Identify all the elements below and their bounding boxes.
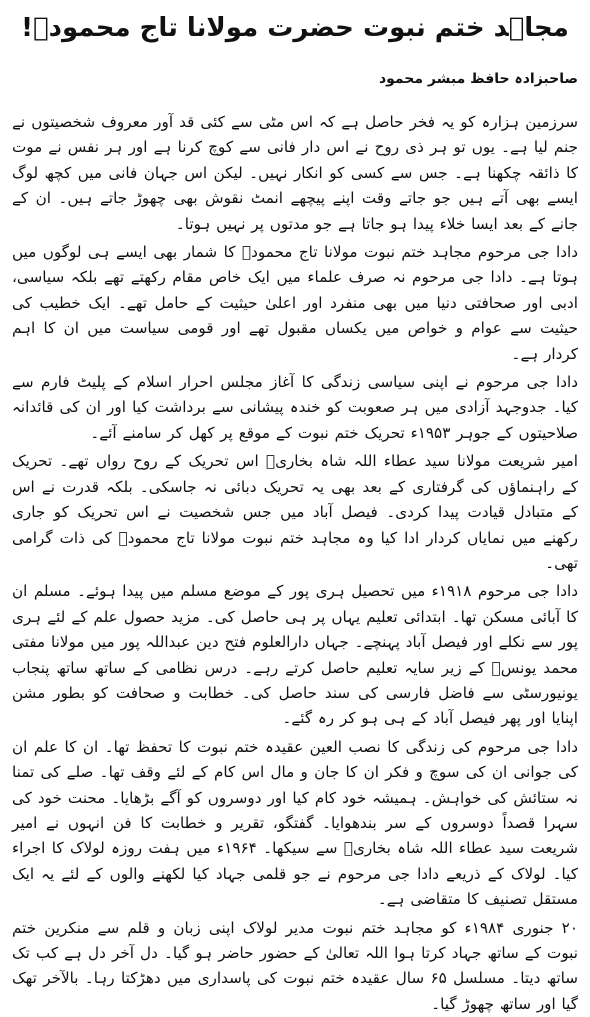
paragraph-2: دادا جی مرحوم مجاہد ختم نبوت مولانا تاج محمودؒ کا شمار بھی ایسے ہی لوگوں میں ہوتا ہے۔ دادا جی مرحوم نہ صرف علماء میں ایک خاص مقام رکھتے تھے بلکہ سیاسی، ادبی اور صحافتی دنیا میں بھی منفرد اور اعلیٰ حیثیت کے حامل تھے۔ ایک خطیب کی حیثیت سے عوام و خواص میں یکساں مقبول تھے اور قومی سیاست میں ان کا اہم کردار ہے۔ xyxy=(12,243,578,363)
paragraph-3: دادا جی مرحوم نے اپنی سیاسی زندگی کا آغاز مجلس احرار اسلام کے پلیٹ فارم سے کیا۔ جدوجہد آزادی میں ہر صعوبت کو خندہ پیشانی سے برداشت کیا اور ان کی قائدانہ صلاحیتوں کے جوہر ۱۹۵۳ء تحریک ختم نبوت کے موقع پر کھل کر سامنے آئے۔ xyxy=(12,373,578,442)
paragraph-1: سرزمین ہزارہ کو یہ فخر حاصل ہے کہ اس مٹی سے کئی قد آور معروف شخصیتوں نے جنم لیا ہے۔ یوں تو ہر ذی روح نے اس دار فانی سے کوچ کرنا ہے اور ہر نفس نے موت کا ذائقہ چکھنا ہے۔ جس سے کسی کو انکار نہیں۔ لیکن اس جہان فانی میں کچھ لوگ ایسے بھی آتے ہیں جو جاتے وقت اپنے پیچھے انمٹ نقوش بھی چھوڑ جاتے ہیں۔ ان کے جانے کے بعد ایسا خلاء پیدا ہو جاتا ہے جو مدتوں پر نہیں ہوتا۔ xyxy=(12,113,578,233)
paragraph-4: امیر شریعت مولانا سید عطاء اللہ شاہ بخاریؒ اس تحریک کے روح رواں تھے۔ تحریک کے راہنماؤں کی گرفتاری کے بعد بھی یہ تحریک دبائی نہ جاسکی۔ بلکہ قدرت نے اس کے متبادل قیادت پیدا کردی۔ فیصل آباد میں جس شخصیت نے اس تحریک کو جاری رکھنے میں نمایاں کردار ادا کیا وہ مجاہد ختم نبوت مولانا تاج محمودؒ کی ذات گرامی تھی۔ xyxy=(12,452,578,572)
article-body xyxy=(12,110,578,1017)
paragraph-6: دادا جی مرحوم کی زندگی کا نصب العین عقیدہ ختم نبوت کا تحفظ تھا۔ ان کا علم ان کی جوانی ان کی سوچ و فکر ان کا جان و مال اس کام کے لئے وقف تھا۔ صلے کی تمنا نہ ستائش کی خواہش۔ ہمیشہ خود کام کیا اور دوسروں کو آگے بڑھایا۔ محنت خود کی سہرا قصداً دوسروں کے سر بندھوایا۔ گفتگو، تقریر و خطابت کا فن انہوں نے امیر شریعت سید عطاء اللہ شاہ بخاریؒ سے سیکھا۔ ۱۹۶۴ء میں ہفت روزہ لولاک کا اجراء کیا۔ لولاک کے ذریعے دادا جی مرحوم نے جو قلمی جہاد کیا لکھنے والوں کے لئے یہ ایک مستقل تصنیف کا متقاضی ہے۔ xyxy=(12,737,578,909)
paragraph-7: ۲۰ جنوری ۱۹۸۴ء کو مجاہد ختم نبوت مدیر لولاک اپنی زبان و قلم سے منکرین ختم نبوت کے ساتھ جہاد کرتا ہوا اللہ تعالیٰ کے حضور حاضر ہو گیا۔ دل آخر دل ہے کب تک ساتھ دیتا۔ مسلسل ۶۵ سال عقیدہ ختم نبوت کی پاسداری میں دھڑکتا رہا۔ بالآخر تھک گیا اور ساتھ چھوڑ گیا۔ xyxy=(12,918,578,1013)
article-author: صاحبزادہ حافظ مبشر محمود xyxy=(378,71,578,87)
article-title: مجاہد ختم نبوت حضرت مولانا تاج محمودؒ! xyxy=(21,13,569,43)
paragraph-5: دادا جی مرحوم ۱۹۱۸ء میں تحصیل ہری پور کے موضع مسلم میں پیدا ہوئے۔ مسلم ان کا آبائی مسکن تھا۔ ابتدائی تعلیم یہاں پر ہی حاصل کی۔ مزید حصول علم کے لئے ہری پور سے نکلے اور فیصل آباد پہنچے۔ جہاں دارالعلوم فتح دین عبداللہ پور میں مولانا مفتی محمد یونسؒ کے زیر سایہ تعلیم حاصل کرتے رہے۔ درس نظامی کے ساتھ ساتھ پنجاب یونیورسٹی سے فاضل فارسی کی سند حاصل کی۔ خطابت و صحافت کو بطور مشن اپنایا اور پھر فیصل آباد کے ہی ہو کر رہ گئے۔ xyxy=(12,582,578,728)
